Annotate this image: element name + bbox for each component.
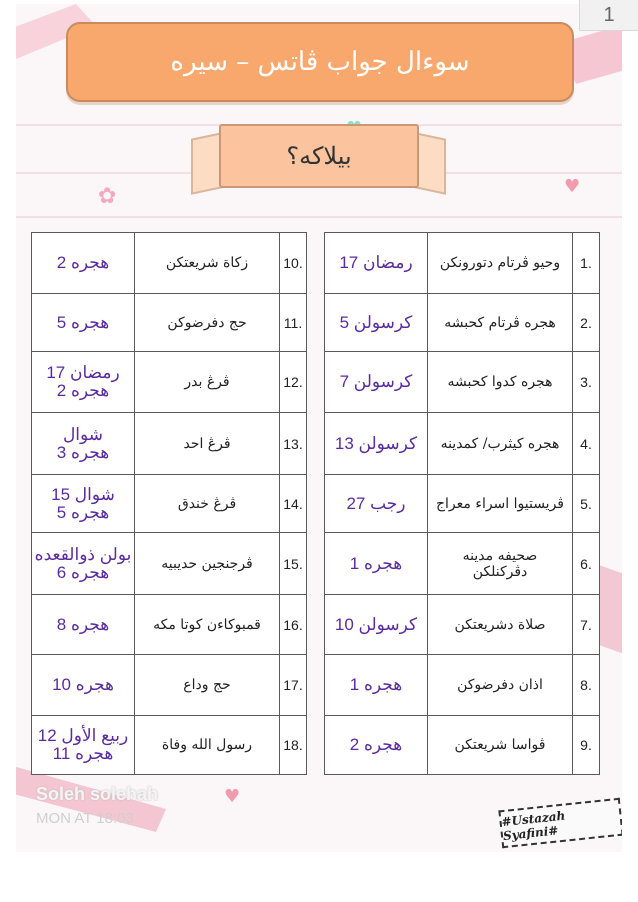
questions-table-left (324, 232, 600, 775)
answer-cell (325, 233, 428, 294)
question-number: 7. (573, 595, 600, 655)
heart-icon: ♥ (564, 176, 581, 197)
question-cell: ڤرڠ بدر (135, 352, 280, 413)
answer-text: 1 هجره (349, 675, 403, 694)
question-number: 9. (573, 716, 600, 775)
answer-text: 17 رمضان (339, 253, 413, 272)
table-row (325, 595, 600, 655)
question-cell: هجره کدوا کحبشه (428, 352, 573, 413)
question-number: 3. (573, 352, 600, 413)
table-row (325, 413, 600, 475)
question-cell: رسول الله وفاة (135, 716, 280, 775)
answer-cell (32, 655, 135, 716)
question-number: 10. (280, 233, 307, 294)
answer-text: 5 هجره (56, 312, 110, 332)
table-row (325, 475, 600, 533)
question-cell: اذان دفرضوکن (428, 655, 573, 716)
answer-cell (32, 294, 135, 352)
question-cell: صحيفه مدينه دڤرکنلکن (428, 533, 573, 595)
question-number: 17. (280, 655, 307, 716)
table-row (32, 475, 307, 533)
answer-cell (325, 655, 428, 716)
table-row (32, 595, 307, 655)
answer-text: 10 هجره (52, 675, 114, 694)
question-number: 5. (573, 475, 600, 533)
question-number: 12. (280, 352, 307, 413)
poster-name: Soleh solehah (36, 784, 159, 804)
question-number: 11. (280, 294, 307, 352)
question-cell: هجره ڤرتام کحبشه (428, 294, 573, 352)
answer-cell (32, 595, 135, 655)
table-row (32, 413, 307, 475)
question-number: 16. (280, 595, 307, 655)
table-row (325, 655, 600, 716)
answer-text: 2 هجره (56, 381, 110, 400)
answer-text: 7 کرسولن (339, 372, 413, 391)
flower-icon: ✿ (98, 184, 117, 209)
answer-text: 8 هجره (56, 614, 110, 634)
answer-cell (325, 352, 428, 413)
answer-text: 2 هجره (349, 735, 403, 754)
answer-text: 5 هجره (56, 502, 110, 522)
author-stamp: #Ustazah Syafini# (498, 798, 622, 849)
table-row (32, 294, 307, 352)
table-row (325, 294, 600, 352)
ruled-line (16, 216, 622, 218)
question-cell: ڤرڠ احد (135, 413, 280, 475)
page-title: سوءال جواب ڤاتس – سيره (66, 22, 574, 102)
answer-cell (32, 475, 135, 533)
answer-text: 15 شوال (51, 484, 115, 504)
question-cell: ڤرڠ خندق (135, 475, 280, 533)
question-cell: زکاة شريعتکن (135, 233, 280, 294)
question-number: 13. (280, 413, 307, 475)
answer-text: 2 هجره (56, 253, 110, 272)
question-number: 18. (280, 716, 307, 775)
answer-cell (32, 413, 135, 475)
questions-table-right (31, 232, 307, 775)
table-row (32, 352, 307, 413)
answer-text: 1 هجره (349, 553, 403, 573)
table-row (32, 716, 307, 775)
answer-cell (325, 595, 428, 655)
question-cell: صلاة دشريعتکن (428, 595, 573, 655)
table-row (325, 233, 600, 294)
question-number: 2. (573, 294, 600, 352)
answer-cell (325, 294, 428, 352)
answer-cell (325, 533, 428, 595)
answer-text: 6 هجره (56, 562, 110, 582)
answer-text: 13 کرسولن (334, 433, 418, 453)
worksheet-card (16, 4, 622, 852)
answer-text: 3 هجره (56, 442, 110, 462)
question-number: 15. (280, 533, 307, 595)
question-number: 4. (573, 413, 600, 475)
post-timestamp: MON AT 18:03 (36, 810, 134, 827)
question-cell: حج وداع (135, 655, 280, 716)
table-row (325, 533, 600, 595)
answer-text: 17 رمضان (46, 363, 120, 382)
question-cell: ڤرجنجين حديبيه (135, 533, 280, 595)
question-cell: حج دفرضوکن (135, 294, 280, 352)
answer-text: 5 کرسولن (339, 312, 413, 332)
question-number: 1. (573, 233, 600, 294)
table-row (32, 233, 307, 294)
page-number-badge: 1 (579, 0, 638, 31)
table-row (325, 352, 600, 413)
table-row (32, 533, 307, 595)
question-number: 14. (280, 475, 307, 533)
question-cell: هجره کيثرب/ کمدينه (428, 413, 573, 475)
answer-cell (32, 533, 135, 595)
answer-text: 10 کرسولن (334, 614, 418, 634)
answer-text: بولن ذوالقعده (34, 544, 132, 564)
answer-cell (32, 716, 135, 775)
subtitle: بيلاکه؟ (219, 124, 419, 188)
answer-text: 27 رجب (346, 493, 406, 513)
answer-text: 12 ربيع الأول (37, 726, 129, 745)
question-number: 6. (573, 533, 600, 595)
answer-text: 11 هجره (52, 744, 114, 763)
question-cell: ڤواسا شريعتکن (428, 716, 573, 775)
subtitle-ribbon (191, 124, 446, 204)
answer-cell (32, 352, 135, 413)
answer-cell (325, 413, 428, 475)
question-cell: ڤريستيوا اسراء معراج (428, 475, 573, 533)
answer-cell (325, 475, 428, 533)
table-row (325, 716, 600, 775)
question-cell: قمبوکاءن کوتا مکه (135, 595, 280, 655)
table-row (32, 655, 307, 716)
heart-icon: ♥ (224, 786, 241, 807)
answer-text: شوال (62, 424, 104, 444)
answer-cell (32, 233, 135, 294)
answer-cell (325, 716, 428, 775)
question-cell: وحيو ڤرتام دتورونکن (428, 233, 573, 294)
question-number: 8. (573, 655, 600, 716)
